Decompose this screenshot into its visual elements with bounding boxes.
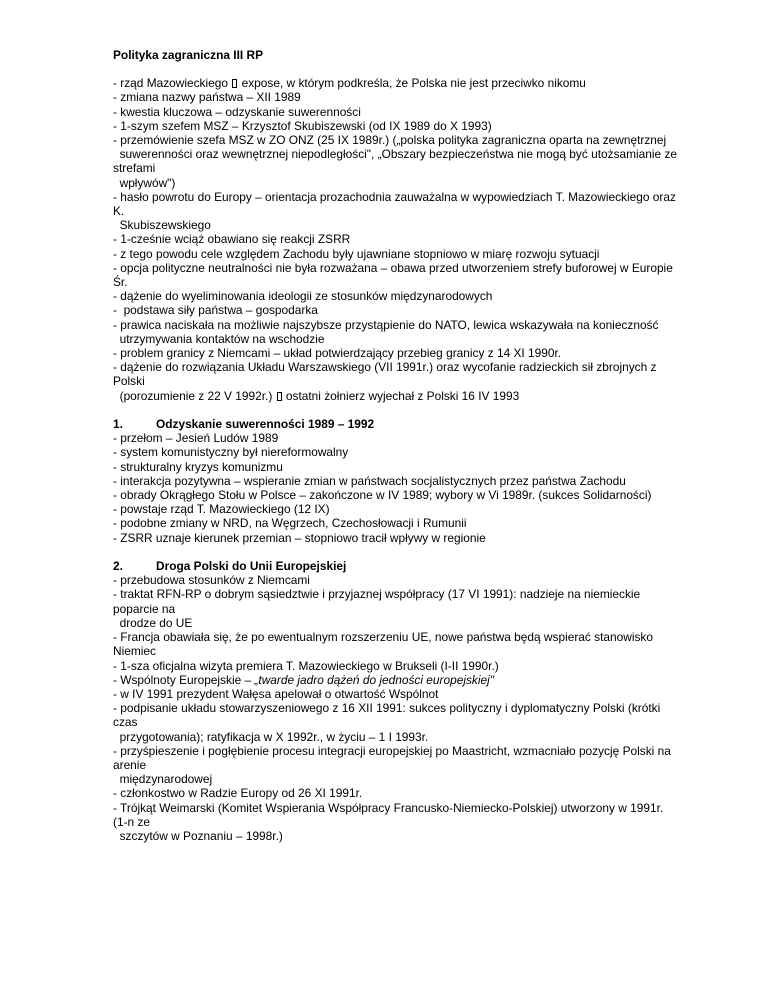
list-item: - Trójkąt Weimarski (Komitet Wspierania Współpracy Francusko-Niemiecko-Polskiej) utworzony w 1991r. bbox=[113, 800, 664, 815]
intro-list bbox=[113, 76, 713, 403]
list-item: - zmiana nazwy państwa – XII 1989 bbox=[113, 90, 301, 105]
list-item: - Francja obawiała się, że po ewentualnym rozszerzeniu UE, nowe państwa będą wspierać stanowisko bbox=[113, 630, 653, 645]
list-item: - przełom – Jesień Ludów 1989 bbox=[113, 431, 279, 446]
list-item: utrzymywania kontaktów na wschodzie bbox=[113, 331, 325, 346]
section-2-list-a bbox=[113, 573, 713, 672]
document-title: Polityka zagraniczna III RP bbox=[113, 48, 264, 62]
list-item: - podstawa siły państwa – gospodarka bbox=[113, 303, 318, 318]
wspolnoty-quote: „twarde jadro dążeń do jedności europejskiej" bbox=[254, 672, 494, 687]
section-1-title: Odzyskanie suwerenności 1989 – 1992 bbox=[156, 417, 375, 432]
list-item: szczytów w Poznaniu – 1998r.) bbox=[113, 828, 283, 843]
list-item: - problem granicy z Niemcami – układ potwierdzający przebieg granicy z 14 XI 1990r. bbox=[113, 346, 562, 361]
list-item: - 1-sza oficjalna wizyta premiera T. Mazowieckiego w Brukseli (I-II 1990r.) bbox=[113, 658, 499, 673]
list-item: - interakcja pozytywna – wspieranie zmian w państwach socjalistycznych przez państwa Zachodu bbox=[113, 473, 626, 488]
list-item: - z tego powodu cele względem Zachodu były ujawniane stopniowo w miarę rozwoju sytuacji bbox=[113, 246, 600, 261]
list-item: - hasło powrotu do Europy – orientacja prozachodnia zauważalna w wypowiedziach T. Mazowieckiego oraz bbox=[113, 189, 676, 204]
list-item: Śr. bbox=[113, 275, 128, 290]
list-item: Skubiszewskiego bbox=[113, 218, 211, 233]
list-item: czas bbox=[113, 715, 138, 730]
list-item: K. bbox=[113, 204, 125, 219]
section-1-heading bbox=[113, 417, 713, 431]
list-item: - przyśpieszenie i pogłębienie procesu integracji europejskiej po Maastricht, wzmacniało pozycję Polski na bbox=[113, 743, 671, 758]
spacer bbox=[113, 403, 713, 417]
list-item: - 1-szym szefem MSZ – Krzysztof Skubiszewski (od IX 1989 do X 1993) bbox=[113, 118, 492, 133]
list-item: - 1-cześnie wciąż obawiano się reakcji ZSRR bbox=[113, 232, 351, 247]
list-item: - strukturalny kryzys komunizmu bbox=[113, 459, 283, 474]
list-item: drodze do UE bbox=[113, 615, 193, 630]
list-item: - dążenie do rozwiązania Układu Warszawskiego (VII 1991r.) oraz wycofanie radzieckich sił zbrojnych z bbox=[113, 360, 657, 375]
list-item: strefami bbox=[113, 161, 156, 176]
section-2-number: 2. bbox=[113, 559, 123, 574]
spacer bbox=[113, 545, 713, 559]
list-item: - prawica naciskała na możliwie najszybsze przystąpienie do NATO, lewica wskazywała na konieczność bbox=[113, 317, 659, 332]
list-item: (porozumienie z 22 V 1992r.) ostatni żołnierz wyjechał z Polski 16 IV 1993 bbox=[113, 388, 520, 403]
section-2-list-b bbox=[113, 687, 713, 843]
list-item: - powstaje rząd T. Mazowieckiego (12 IX) bbox=[113, 502, 330, 517]
list-item: arenie bbox=[113, 757, 147, 772]
list-item: poparcie na bbox=[113, 601, 176, 616]
list-item: (1-n ze bbox=[113, 814, 151, 829]
list-item: Niemiec bbox=[113, 644, 156, 659]
list-item bbox=[113, 673, 713, 687]
list-item: Polski bbox=[113, 374, 145, 389]
list-item: - obrady Okrągłego Stołu w Polsce – zakończone w IV 1989; wybory w Vi 1989r. (sukces Solidarności) bbox=[113, 488, 652, 503]
list-item: - przebudowa stosunków z Niemcami bbox=[113, 573, 310, 588]
list-item: - dążenie do wyeliminowania ideologii ze stosunków międzynarodowych bbox=[113, 289, 493, 304]
wspolnoty-prefix: - Wspólnoty Europejskie – bbox=[113, 672, 255, 687]
missing-glyph-icon bbox=[232, 79, 237, 88]
list-item: wpływów") bbox=[113, 175, 176, 190]
document-page bbox=[113, 48, 713, 843]
list-item: - podpisanie układu stowarzyszeniowego z 16 XII 1991: sukces polityczny i dyplomatyczny Polski (krótki bbox=[113, 701, 661, 716]
list-item: - w IV 1991 prezydent Wałęsa apelował o otwartość Wspólnot bbox=[113, 686, 439, 701]
list-item: międzynarodowej bbox=[113, 772, 213, 787]
list-item: suwerenności oraz wewnętrznej niepodległości", „Obszary bezpieczeństwa nie mogą być utożsamianie ze bbox=[113, 147, 678, 162]
list-item: - przemówienie szefa MSZ w ZO ONZ (25 IX 1989r.) („polska polityka zagraniczna oparta na zewnętrznej bbox=[113, 133, 667, 148]
list-item: - system komunistyczny był niereformowalny bbox=[113, 445, 349, 460]
list-item: - rząd Mazowieckiego expose, w którym podkreśla, że Polska nie jest przeciwko nikomu bbox=[113, 76, 586, 91]
list-item: - członkostwo w Radzie Europy od 26 XI 1991r. bbox=[113, 786, 363, 801]
list-item: przygotowania); ratyfikacja w X 1992r., w życiu – 1 I 1993r. bbox=[113, 729, 429, 744]
list-item: - opcja polityczne neutralności nie była rozważana – obawa przed utworzeniem strefy buforowej w Europie bbox=[113, 260, 673, 275]
list-item: - traktat RFN-RP o dobrym sąsiedztwie i przyjaznej współpracy (17 VI 1991): nadzieje na niemieckie bbox=[113, 587, 641, 602]
list-item: - kwestia kluczowa – odzyskanie suwerenności bbox=[113, 104, 361, 119]
list-item: - podobne zmiany w NRD, na Węgrzech, Czechosłowacji i Rumunii bbox=[113, 516, 467, 531]
section-2-heading bbox=[113, 559, 713, 573]
missing-glyph-icon bbox=[277, 392, 282, 401]
section-2-title: Droga Polski do Unii Europejskiej bbox=[156, 559, 347, 574]
list-item: - ZSRR uznaje kierunek przemian – stopniowo tracił wpływy w regionie bbox=[113, 530, 486, 545]
section-1-number: 1. bbox=[113, 417, 123, 432]
section-1-list bbox=[113, 431, 713, 545]
